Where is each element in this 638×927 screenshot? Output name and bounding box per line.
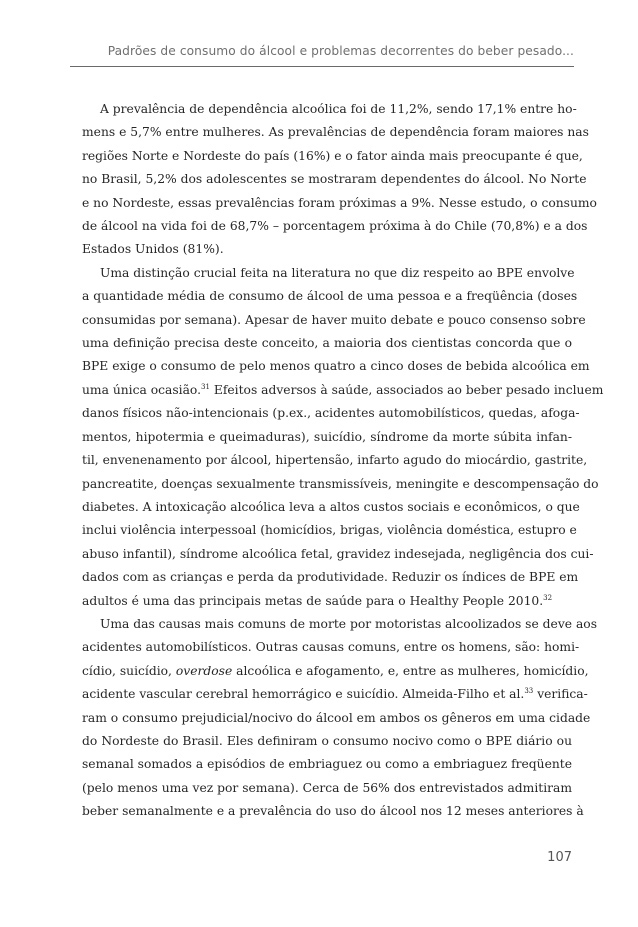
text-line [82,683,588,706]
text-line: acidentes automobilísticos. Outras causas comuns, entre os homens, são: homi- [82,640,580,655]
text-line: abuso infantil), síndrome alcoólica fetal, gravidez indesejada, negligência dos cui- [82,546,594,561]
footnote-ref-32: 32 [543,593,553,602]
text-line: til, envenenamento por álcool, hipertensão, infarto agudo do miocárdio, gastrite, [82,453,588,468]
text-line [82,379,604,402]
text-line: Estados Unidos (81%). [82,242,224,257]
text-line: danos físicos não-intencionais (p.ex., acidentes automobilísticos, quedas, afoga- [82,406,580,421]
text-line: semanal somados a episódios de embriaguez ou como a embriaguez freqüente [82,757,572,772]
text-line: diabetes. A intoxicação alcoólica leva a altos custos sociais e econômicos, o que [82,499,580,514]
text-line: no Brasil, 5,2% dos adolescentes se mostraram dependentes do álcool. No Norte [82,172,587,187]
text-line: (pelo menos uma vez por semana). Cerca de 56% dos entrevistados admitiram [82,780,572,795]
footnote-ref-33: 33 [524,687,534,696]
text-line: uma definição precisa deste conceito, a maioria dos cientistas concorda que o [82,336,572,351]
text-line: BPE exige o consumo de pelo menos quatro a cinco doses de bebida alcoólica em [82,359,590,374]
text-line: do Nordeste do Brasil. Eles definiram o consumo nocivo como o BPE diário ou [82,733,572,748]
text-line [82,590,572,613]
text-line: dados com as crianças e perda da produtividade. Reduzir os índices de BPE em [82,570,579,585]
text-segment: acidente vascular cerebral hemorrágico e suicídio. Almeida-Filho et al. [82,687,525,702]
text-line: mentos, hipotermia e queimaduras), suicídio, síndrome da morte súbita infan- [82,429,572,444]
text-line: beber semanalmente e a prevalência do uso do álcool nos 12 meses anteriores à [82,804,584,819]
header-rule [70,66,574,67]
text-line: e no Nordeste, essas prevalências foram próximas a 9%. Nesse estudo, o consumo [82,195,597,210]
text-line: pancreatite, doenças sexualmente transmissíveis, meningite e descompensação do [82,476,599,491]
footnote-ref-31: 31 [201,382,210,391]
text-line [82,660,589,683]
text-segment: cídio, suicídio, [82,663,172,678]
italic-term: overdose [175,663,233,678]
text-segment: adultos é uma das principais metas de saúde para o Healthy People 2010. [82,593,544,608]
page-number: 107 [547,850,572,865]
text-line: consumidas por semana). Apesar de haver muito debate e pouco consenso sobre [82,312,586,327]
running-header: Padrões de consumo do álcool e problemas decorrentes do beber pesado... [107,44,574,58]
text-segment: verifica- [537,687,588,702]
text-line: Uma distinção crucial feita na literatura no que diz respeito ao BPE envolve [100,265,575,280]
text-line: de álcool na vida foi de 68,7% – porcentagem próxima à do Chile (70,8%) e a dos [82,219,588,234]
text-line: inclui violência interpessoal (homicídios, brigas, violência doméstica, estupro e [82,523,577,538]
text-segment: Efeitos adversos à saúde, associados ao beber pesado incluem [213,382,604,397]
text-line: a quantidade média de consumo de álcool de uma pessoa e a freqüência (doses [82,289,578,304]
body-text [82,98,604,824]
text-line: regiões Norte e Nordeste do país (16%) e o fator ainda mais preocupante é que, [82,148,583,163]
text-line: A prevalência de dependência alcoólica foi de 11,2%, sendo 17,1% entre ho- [100,102,577,116]
text-line: Uma das causas mais comuns de morte por motoristas alcoolizados se deve aos [100,616,598,631]
text-segment: alcoólica e afogamento, e, entre as mulheres, homicídio, [236,663,589,678]
text-line: ram o consumo prejudicial/nocivo do álcool em ambos os gêneros em uma cidade [82,710,591,725]
text-segment: uma única ocasião. [82,382,202,397]
text-line: mens e 5,7% entre mulheres. As prevalências de dependência foram maiores nas [82,125,589,140]
